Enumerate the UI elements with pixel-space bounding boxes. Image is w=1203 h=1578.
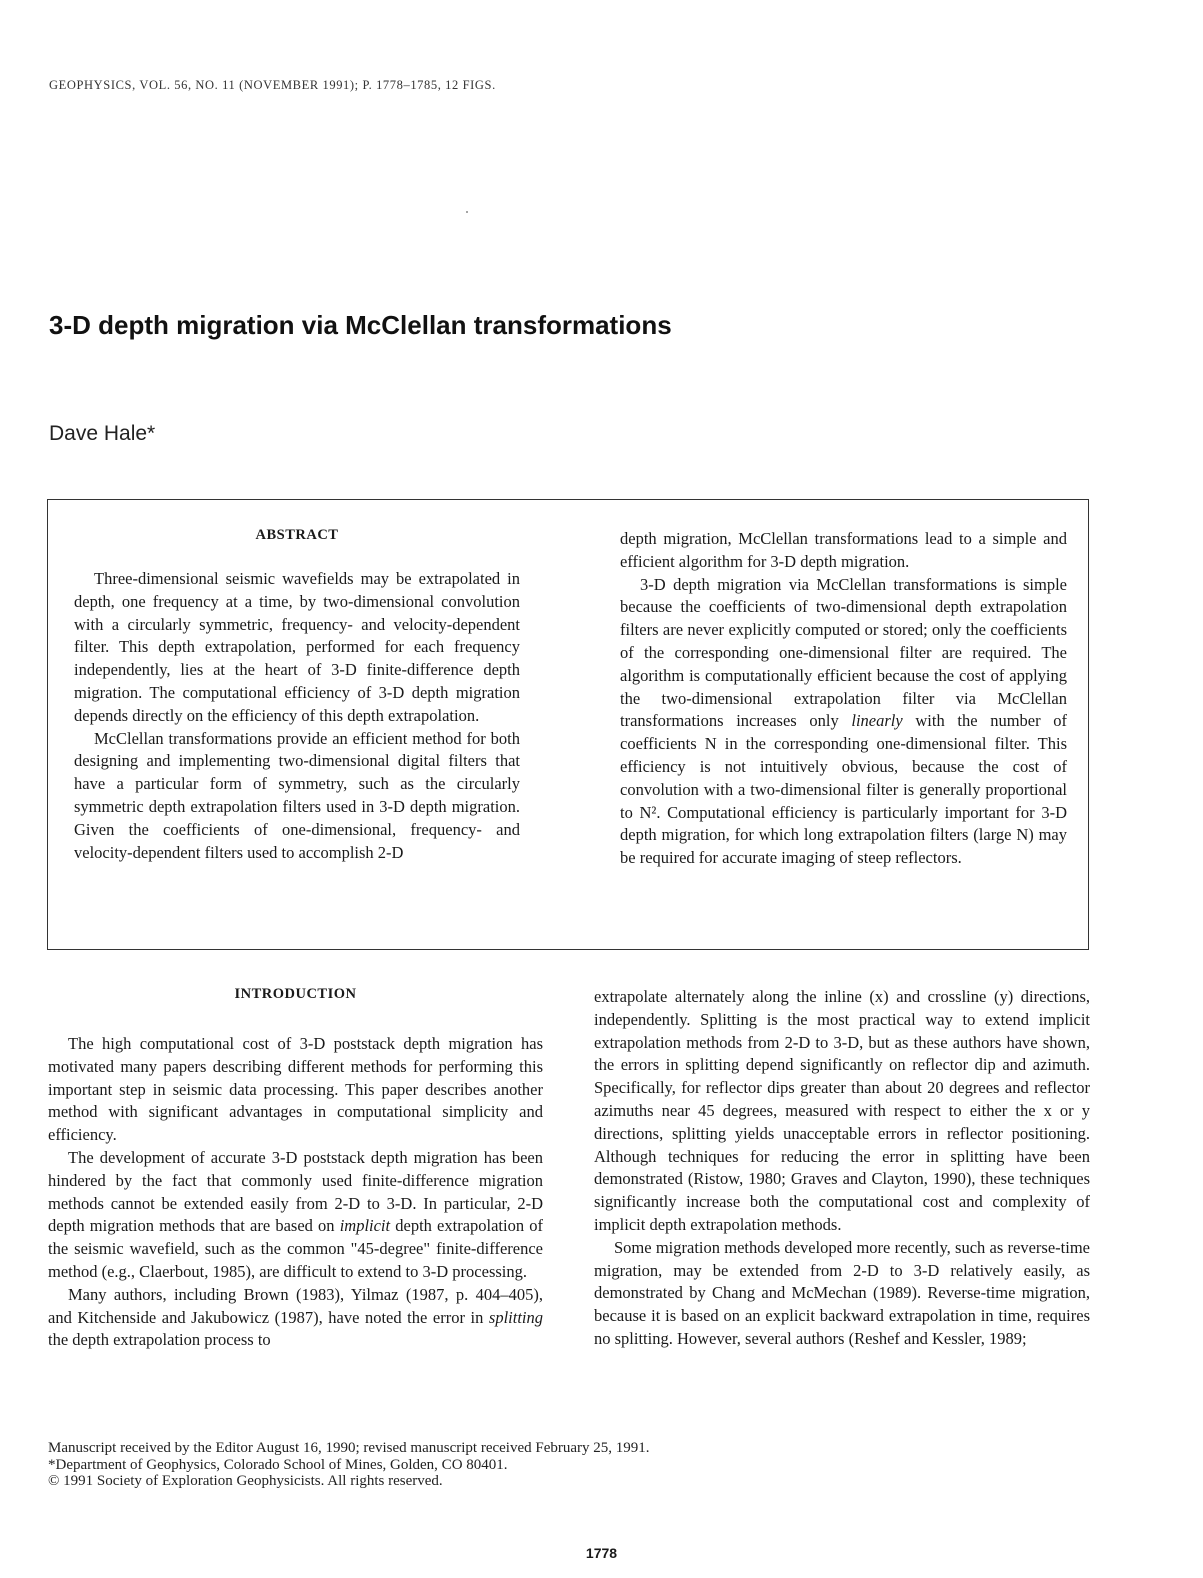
journal-header: GEOPHYSICS, VOL. 56, NO. 11 (NOVEMBER 1991); P. 1778–1785, 12 FIGS.: [49, 78, 496, 92]
intro-text: Many authors, including Brown (1983), Yilmaz (1987, p. 404–405), and Kitchenside and Jakubowicz (1987), have noted the error in: [48, 1284, 543, 1327]
footnote-copyright: © 1991 Society of Exploration Geophysicists. All rights reserved.: [48, 1473, 443, 1489]
footnote-affiliation: *Department of Geophysics, Colorado School of Mines, Golden, CO 80401.: [48, 1456, 508, 1473]
intro-text: depth extrapolation of the seismic wavefield, such as the common "45-degree" finite-difference method (e.g., Claerbout, 1985), are difficult to extend to 3-D processing.: [48, 1216, 543, 1281]
abstract-paragraph-2: McClellan transformations provide an efficient method for both designing and implementing two-dimensional digital filters that have a particular form of symmetry, such as the circularly symmetric depth extrapolation filters used in 3-D depth migration. Given the coefficients of one-dimensional, frequency- and velocity-dependent filters used to accomplish 2-D: [74, 728, 520, 862]
introduction-left-column: [48, 1033, 543, 1352]
scan-speck: [466, 211, 468, 213]
introduction-right-column: [594, 986, 1090, 1351]
page-number: 1778: [585, 1545, 618, 1561]
abstract-paragraph-4: [620, 574, 1067, 870]
footnotes: [48, 1440, 650, 1490]
intro-paragraph-4: extrapolate alternately along the inline (x) and crossline (y) directions, independently. Splitting is the most practical way to extend implicit extrapolation methods from 2-D to 3-D, but as these authors have shown, the errors in splitting depend significantly on reflector dip and azimuth. Specifically, for reflector dips greater than about 20 degrees and reflector azimuths near 45 degrees, measured with respect to either the x or y directions, splitting yields unacceptable errors in reflector positioning. Although techniques for reducing the error in splitting have been demonstrated (Ristow, 1980; Graves and Clayton, 1990), these techniques significantly increase both the computational cost and complexity of implicit depth extrapolation methods.: [594, 987, 1090, 1234]
abstract-heading: ABSTRACT: [255, 527, 339, 543]
author-name: Dave Hale*: [49, 422, 156, 445]
intro-paragraph-5: Some migration methods developed more recently, such as reverse-time migration, may be extended from 2-D to 3-D relatively easily, as demonstrated by Chang and McMechan (1989). Reverse-time migration, because it is based on an explicit backward extrapolation in time, requires no splitting. However, several authors (Reshef and Kessler, 1989;: [594, 1237, 1090, 1348]
intro-paragraph-1: The high computational cost of 3-D poststack depth migration has motivated many papers describing different methods for performing this important step in seismic data processing. This paper describes another method with significant advantages in computational simplicity and efficiency.: [48, 1034, 543, 1145]
intro-paragraph-2: [48, 1147, 543, 1284]
abstract-emphasis: linearly: [851, 711, 903, 731]
intro-emphasis: implicit: [339, 1216, 391, 1236]
intro-emphasis: splitting: [488, 1307, 543, 1327]
abstract-left-column: [74, 568, 520, 864]
intro-text: the depth extrapolation process to: [48, 1330, 271, 1350]
abstract-paragraph-1: Three-dimensional seismic wavefields may be extrapolated in depth, one frequency at a time, by two-dimensional convolution with a circularly symmetric, frequency- and velocity-dependent filter. This depth extrapolation, performed for each frequency independently, lies at the heart of 3-D finite-difference depth migration. The computational efficiency of 3-D depth migration depends directly on the efficiency of this depth extrapolation.: [74, 569, 520, 725]
abstract-text: with the number of coefficients N in the corresponding one-dimensional filter. This efficiency is not intuitively obvious, because the cost of convolution with a two-dimensional filter is generally proportional to N². Computational efficiency is particularly important for 3-D depth migration, for which long extrapolation filters (large N) may be required for accurate imaging of steep reflectors.: [620, 711, 1068, 868]
intro-text: The development of accurate 3-D poststack depth migration has been hindered by the fact that commonly used finite-difference migration methods cannot be extended easily from 2-D to 3-D. In particular, 2-D depth migration methods that are based on: [48, 1147, 543, 1236]
abstract-text: 3-D depth migration via McClellan transformations is simple because the coefficients of two-dimensional depth extrapolation filters are never explicitly computed or stored; only the coefficients of the corresponding one-dimensional filter are required. The algorithm is computationally efficient because the cost of applying the two-dimensional extrapolation filter via McClellan transformations increases only: [620, 574, 1067, 731]
abstract-right-column: [620, 528, 1067, 870]
footnote-manuscript: Manuscript received by the Editor August 16, 1990; revised manuscript received February 25, 1991.: [48, 1440, 650, 1456]
paper-title: 3-D depth migration via McClellan transformations: [49, 310, 672, 340]
abstract-paragraph-3: depth migration, McClellan transformations lead to a simple and efficient algorithm for 3-D depth migration.: [620, 529, 1067, 571]
introduction-heading: INTRODUCTION: [234, 986, 357, 1002]
intro-paragraph-3: [48, 1284, 543, 1352]
